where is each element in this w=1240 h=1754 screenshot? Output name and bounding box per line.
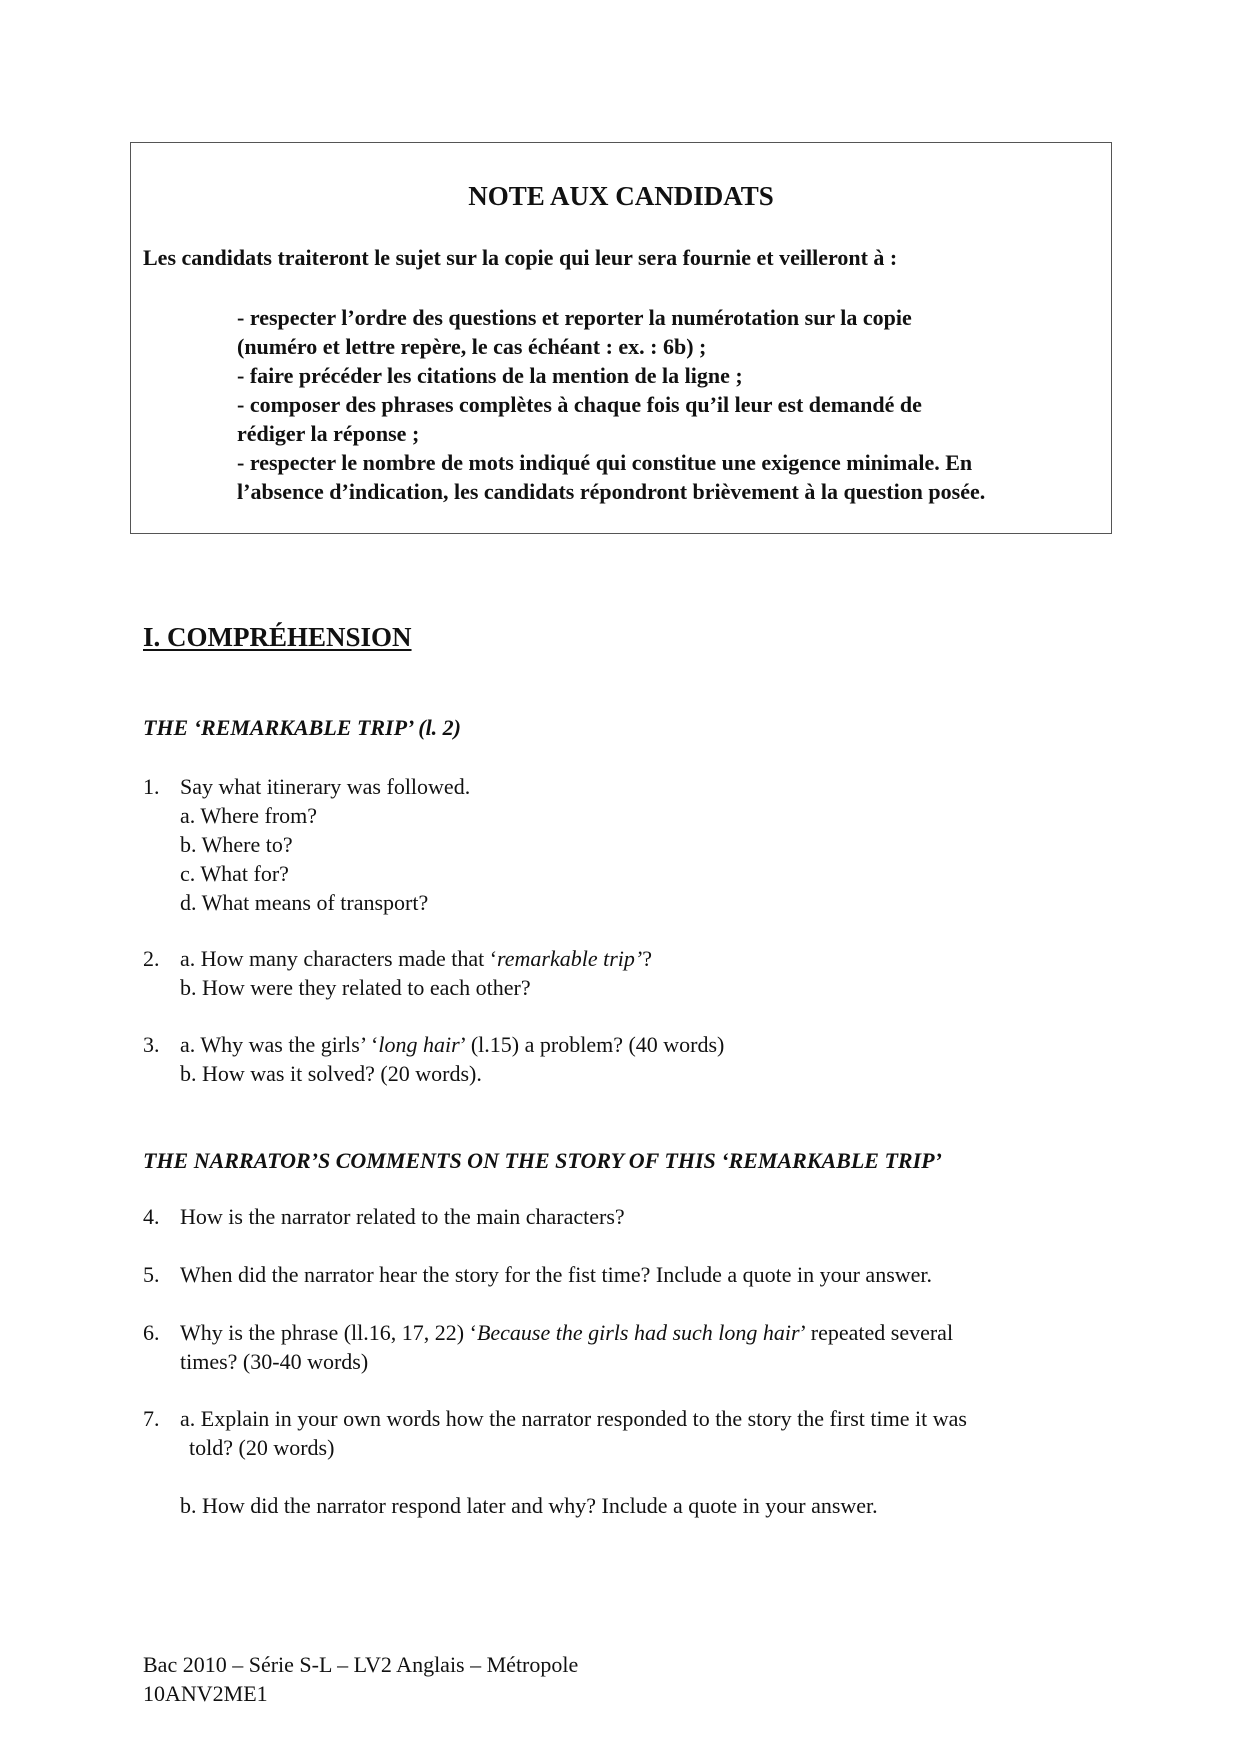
text-segment: ? <box>642 946 653 971</box>
question-part: b. How was it solved? (20 words). <box>180 1061 482 1086</box>
question-text: When did the narrator hear the story for the fist time? Include a quote in your answer. <box>180 1262 933 1287</box>
question-3 <box>143 1030 1103 1088</box>
question-part: c. What for? <box>180 861 289 886</box>
page-footer <box>143 1650 578 1708</box>
question-part: d. What means of transport? <box>180 890 429 915</box>
text-segment: Why is the phrase (ll.16, 17, 22) ‘ <box>180 1320 477 1345</box>
question-number: 2. <box>143 946 160 971</box>
notice-line: - respecter l’ordre des questions et reporter la numérotation sur la copie <box>237 305 912 330</box>
text-segment: a. Why was the girls’ ‘ <box>180 1032 379 1057</box>
notice-intro: Les candidats traiteront le sujet sur la copie qui leur sera fournie et veilleront à : <box>143 245 898 270</box>
question-number: 1. <box>143 774 160 799</box>
question-5 <box>143 1260 1103 1289</box>
quote-text: long hair <box>378 1032 460 1057</box>
question-part: a. Explain in your own words how the narrator responded to the story the first time it was <box>180 1406 967 1431</box>
notice-line: - respecter le nombre de mots indiqué qui constitue une exigence minimale. En <box>237 450 973 475</box>
question-part: a. Where from? <box>180 803 318 828</box>
question-text <box>143 1318 1103 1347</box>
footer-exam-info: Bac 2010 – Série S-L – LV2 Anglais – Métropole <box>143 1652 579 1677</box>
notice-line: l’absence d’indication, les candidats répondront brièvement à la question posée. <box>237 479 986 504</box>
question-7 <box>143 1404 1103 1520</box>
notice-line: - composer des phrases complètes à chaque fois qu’il leur est demandé de <box>237 392 922 417</box>
question-part-continued: told? (20 words) <box>189 1435 335 1460</box>
question-part: b. How did the narrator respond later and why? Include a quote in your answer. <box>180 1493 878 1518</box>
notice-instructions <box>237 303 1107 506</box>
notice-line: (numéro et lettre repère, le cas échéant : ex. : 6b) ; <box>237 334 707 359</box>
question-number: 5. <box>143 1262 160 1287</box>
subsection-title-trip: THE ‘REMARKABLE TRIP’ (l. 2) <box>143 715 462 740</box>
question-number: 6. <box>143 1320 160 1345</box>
question-2 <box>143 944 1103 1002</box>
question-number: 4. <box>143 1204 160 1229</box>
notice-title: NOTE AUX CANDIDATS <box>468 181 774 211</box>
quote-text: remarkable trip’ <box>497 946 643 971</box>
section-title: I. COMPRÉHENSION <box>143 622 412 652</box>
notice-line: rédiger la réponse ; <box>237 421 420 446</box>
question-text: How is the narrator related to the main characters? <box>180 1204 625 1229</box>
question-1 <box>143 772 1103 917</box>
footer-code: 10ANV2ME1 <box>143 1681 268 1706</box>
question-number: 7. <box>143 1406 160 1431</box>
notice-box <box>130 142 1112 534</box>
text-segment: ’ repeated several <box>799 1320 954 1345</box>
quote-text: Because the girls had such long hair <box>476 1320 800 1345</box>
subsection-title-comments: THE NARRATOR’S COMMENTS ON THE STORY OF THIS ‘REMARKABLE TRIP’ <box>143 1148 942 1173</box>
text-segment: ’ (l.15) a problem? (40 words) <box>459 1032 725 1057</box>
notice-line: - faire précéder les citations de la mention de la ligne ; <box>237 363 743 388</box>
question-part: b. How were they related to each other? <box>180 975 531 1000</box>
question-text: Say what itinerary was followed. <box>180 774 471 799</box>
question-part: b. Where to? <box>180 832 293 857</box>
question-4 <box>143 1202 1103 1231</box>
question-text-continued: times? (30-40 words) <box>180 1349 369 1374</box>
question-number: 3. <box>143 1032 160 1057</box>
question-6 <box>143 1318 1103 1376</box>
text-segment: a. How many characters made that ‘ <box>180 946 498 971</box>
question-part <box>143 1030 1103 1059</box>
question-part <box>143 944 1103 973</box>
